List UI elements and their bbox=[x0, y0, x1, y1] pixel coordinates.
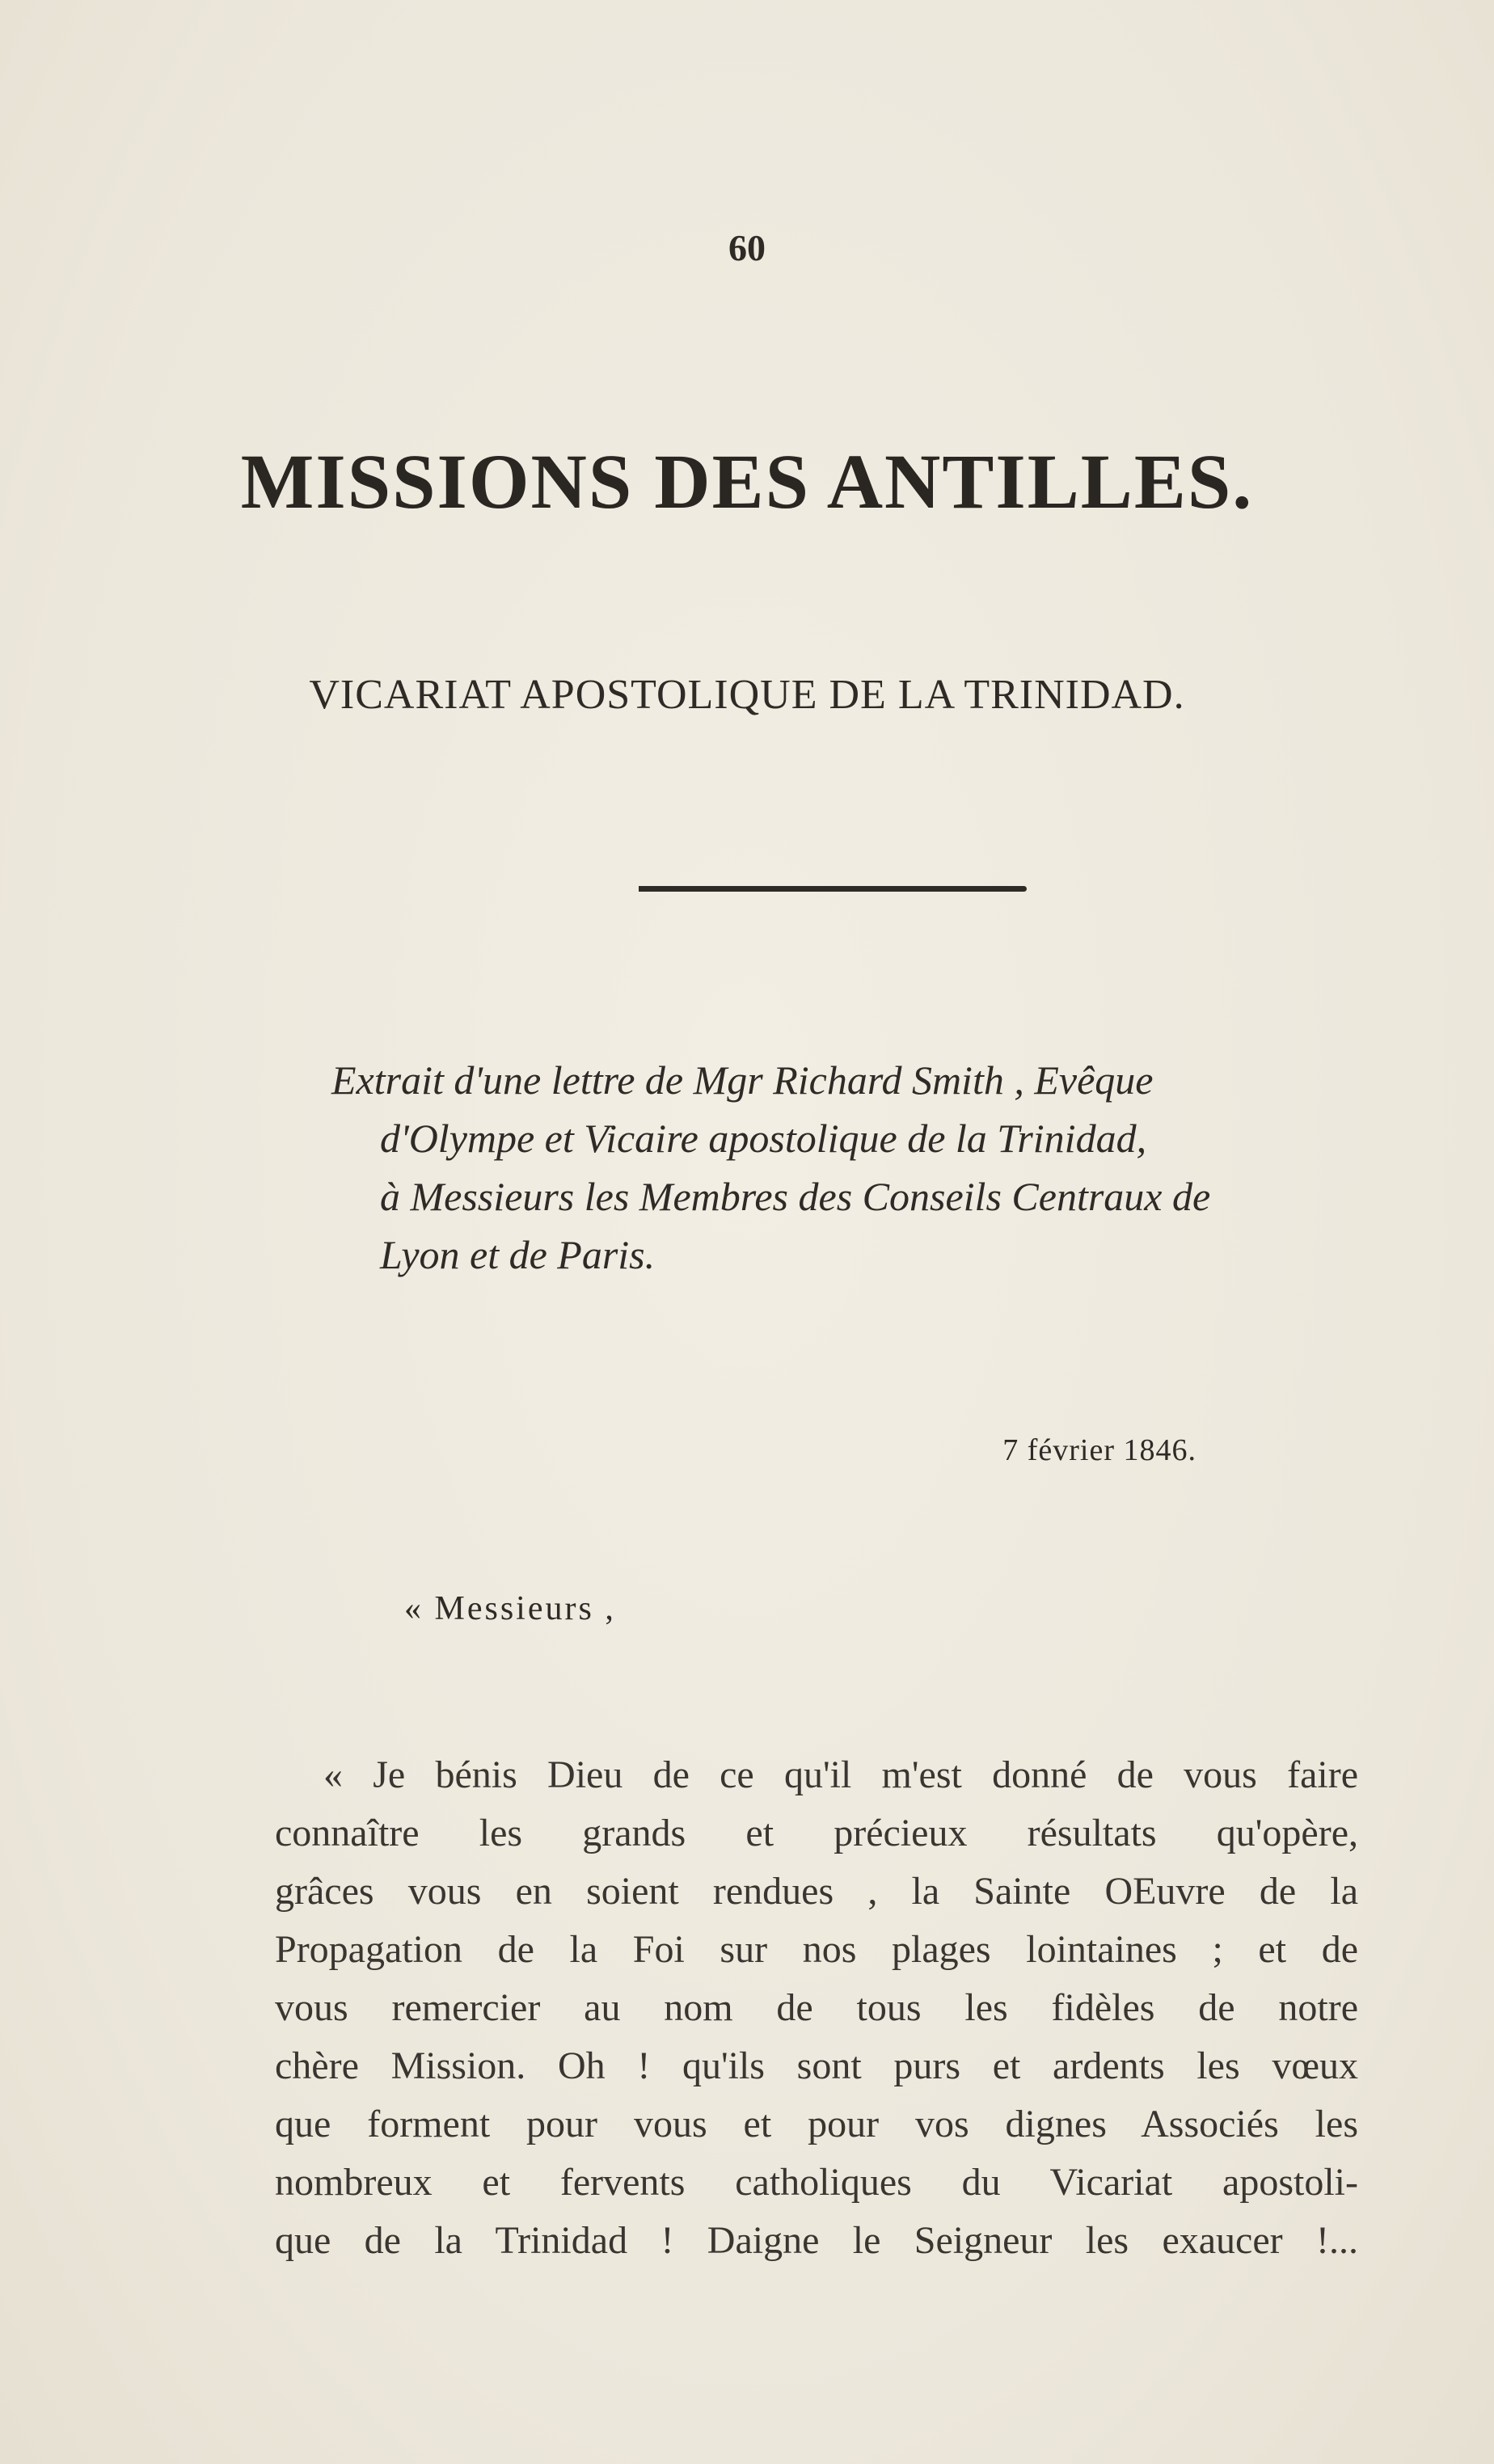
letter-extract-heading bbox=[331, 1051, 1326, 1284]
body-line: chère Mission. Oh ! qu'ils sont purs et ardents les vœux bbox=[275, 2044, 1358, 2087]
page-number: 60 bbox=[728, 227, 766, 268]
extract-line: à Messieurs les Membres des Conseils Centraux de bbox=[380, 1174, 1211, 1219]
body-line: que forment pour vous et pour vos dignes Associés les bbox=[275, 2103, 1358, 2145]
extract-line: Extrait d'une lettre de Mgr Richard Smith , Evêque bbox=[331, 1057, 1154, 1103]
page-title: MISSIONS DES ANTILLES. bbox=[240, 438, 1254, 525]
body-line: « Je bénis Dieu de ce qu'il m'est donné de vous faire bbox=[323, 1753, 1358, 1796]
decorative-rule bbox=[639, 886, 1027, 892]
letter-date: 7 février 1846. bbox=[1002, 1433, 1196, 1467]
letter-salutation: « Messieurs , bbox=[404, 1590, 616, 1627]
letter-body bbox=[275, 1746, 1358, 2270]
body-line: Propagation de la Foi sur nos plages lointaines ; et de bbox=[275, 1928, 1358, 1971]
body-line: que de la Trinidad ! Daigne le Seigneur les exaucer !... bbox=[275, 2219, 1358, 2262]
section-subtitle: VICARIAT APOSTOLIQUE DE LA TRINIDAD. bbox=[309, 672, 1185, 718]
body-line: vous remercier au nom de tous les fidèles de notre bbox=[275, 1986, 1358, 2029]
body-line: grâces vous en soient rendues , la Sainte OEuvre de la bbox=[275, 1870, 1358, 1913]
extract-line: d'Olympe et Vicaire apostolique de la Trinidad, bbox=[380, 1116, 1147, 1161]
extract-line: Lyon et de Paris. bbox=[380, 1232, 656, 1277]
body-line: nombreux et fervents catholiques du Vicariat apostoli- bbox=[275, 2161, 1358, 2204]
body-line: connaître les grands et précieux résultats qu'opère, bbox=[275, 1812, 1358, 1854]
